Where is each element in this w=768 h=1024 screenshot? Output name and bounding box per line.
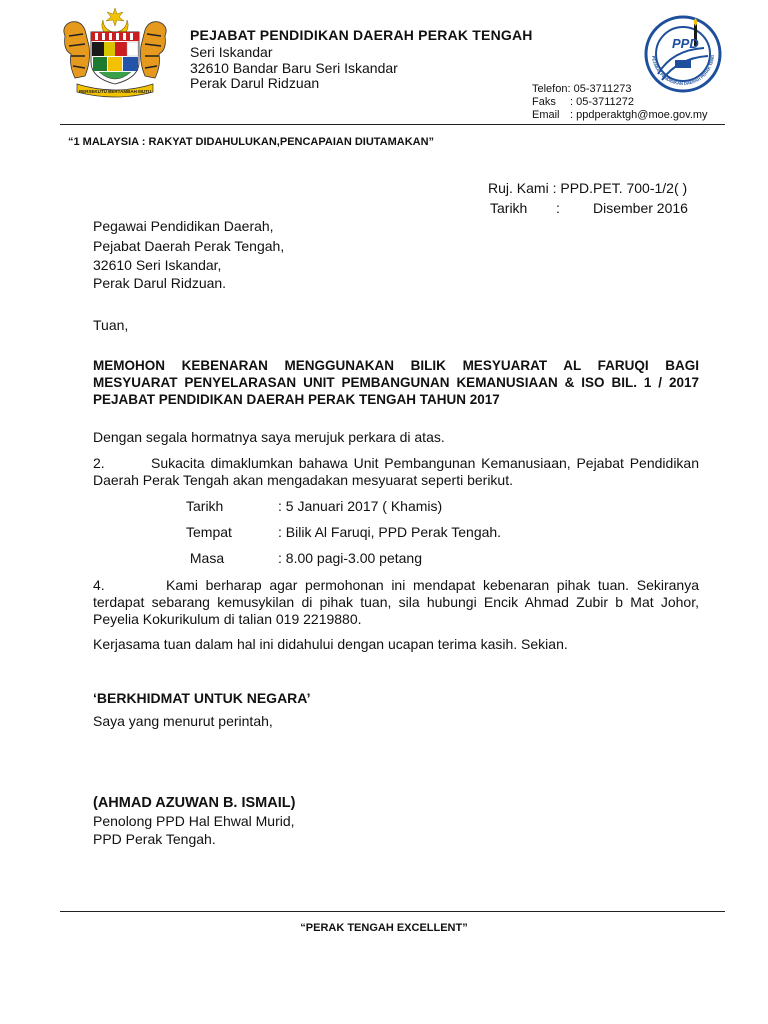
signatory-title-1: Penolong PPD Hal Ehwal Murid, <box>93 813 295 829</box>
contact-phone <box>532 83 632 95</box>
paragraph-2-line-1: 2. Sukacita dimaklumkan bahawa Unit Pembangunan Kemanusiaan, Pejabat Pendidikan <box>93 455 699 471</box>
contact-email-value: : ppdperaktgh@moe.gov.my <box>570 109 708 121</box>
letter-date <box>490 200 688 216</box>
paragraph-4 <box>93 577 699 628</box>
slogan: “1 MALAYSIA : RAKYAT DIDAHULUKAN,PENCAPAIAN DIUTAMAKAN” <box>68 136 435 148</box>
contact-fax-label: Faks <box>532 96 556 108</box>
contact-phone-value: 05-3711273 <box>573 83 632 95</box>
date-colon: : <box>556 200 560 216</box>
header-divider <box>60 124 725 125</box>
footer-slogan: “PERAK TENGAH EXCELLENT” <box>300 922 468 934</box>
closing-motto: ‘BERKHIDMAT UNTUK NEGARA’ <box>93 690 311 706</box>
recipient-line-4: Perak Darul Ridzuan. <box>93 275 227 291</box>
subject-line-3: PEJABAT PENDIDIKAN DAERAH PERAK TENGAH TAHUN 2017 <box>93 392 500 407</box>
signatory-name: (AHMAD AZUWAN B. ISMAIL) <box>93 795 296 811</box>
detail-value: : 5 Januari 2017 ( Khamis) <box>278 498 443 514</box>
subject-heading <box>93 357 699 408</box>
paragraph-4-line-3: Peyelia Kokurikulum di talian 019 2219880. <box>93 611 362 627</box>
address-line-1: Seri Iskandar <box>190 44 273 60</box>
closing-line: Saya yang menurut perintah, <box>93 713 273 729</box>
paragraph-2 <box>93 455 699 489</box>
ppd-logo-ring-text: PEJABAT PENDIDIKAN DAERAH PERAK TENG <box>651 54 716 87</box>
salutation: Tuan, <box>93 317 129 333</box>
coat-of-arms-logo <box>55 6 175 98</box>
recipient-line-1: Pegawai Pendidikan Daerah, <box>93 218 274 234</box>
paragraph-5: Kerjasama tuan dalam hal ini didahului dengan ucapan terima kasih. Sekian. <box>93 636 568 652</box>
ppd-logo <box>642 14 724 94</box>
detail-value: : Bilik Al Faruqi, PPD Perak Tengah. <box>278 524 502 540</box>
paragraph-4-line-2: terdapat sebarang kemusykilan di pihak tuan, sila hubungi Encik Ahmad Zubir b Mat Johor, <box>93 594 699 610</box>
address-line-3: Perak Darul Ridzuan <box>190 75 320 91</box>
detail-label: Tempat <box>186 524 232 540</box>
contact-phone-label: Telefon: <box>532 83 571 95</box>
contact-fax <box>532 96 634 108</box>
recipient-line-2: Pejabat Daerah Perak Tengah, <box>93 238 285 254</box>
subject-line-2: MESYUARAT PENYELARASAN UNIT PEMBANGUNAN KEMANUSIAAN & ISO BIL. 1 / 2017 <box>93 375 699 390</box>
date-label: Tarikh <box>490 200 528 216</box>
detail-value: : 8.00 pagi-3.00 petang <box>278 550 423 566</box>
date-value: Disember 2016 <box>593 200 688 216</box>
footer-divider <box>60 911 725 912</box>
ppd-logo-text: PPD <box>672 36 699 51</box>
contact-email <box>532 109 708 121</box>
reference-number: Ruj. Kami : PPD.PET. 700-1/2( ) <box>488 180 688 196</box>
contact-email-label: Email <box>532 109 560 121</box>
contact-fax-value: : 05-3711272 <box>570 96 635 108</box>
paragraph-4-line-1: 4. Kami berharap agar permohonan ini mendapat kebenaran pihak tuan. Sekiranya <box>93 577 699 593</box>
address-line-2: 32610 Bandar Baru Seri Iskandar <box>190 60 398 76</box>
coat-of-arms-motto: BERSEKUTU BERTAMBAH MUTU <box>78 89 152 94</box>
subject-line-1: MEMOHON KEBENARAN MENGGUNAKAN BILIK MESYUARAT AL FARUQI BAGI <box>93 358 699 373</box>
organization-name: PEJABAT PENDIDIKAN DAERAH PERAK TENGAH <box>190 27 533 43</box>
detail-label: Tarikh <box>186 498 224 514</box>
recipient-line-3: 32610 Seri Iskandar, <box>93 257 222 273</box>
paragraph-1: Dengan segala hormatnya saya merujuk perkara di atas. <box>93 429 445 445</box>
detail-label: Masa <box>186 550 225 566</box>
signatory-title-2: PPD Perak Tengah. <box>93 831 216 847</box>
paragraph-2-line-2: Daerah Perak Tengah akan mengadakan mesyuarat seperti berikut. <box>93 472 513 488</box>
